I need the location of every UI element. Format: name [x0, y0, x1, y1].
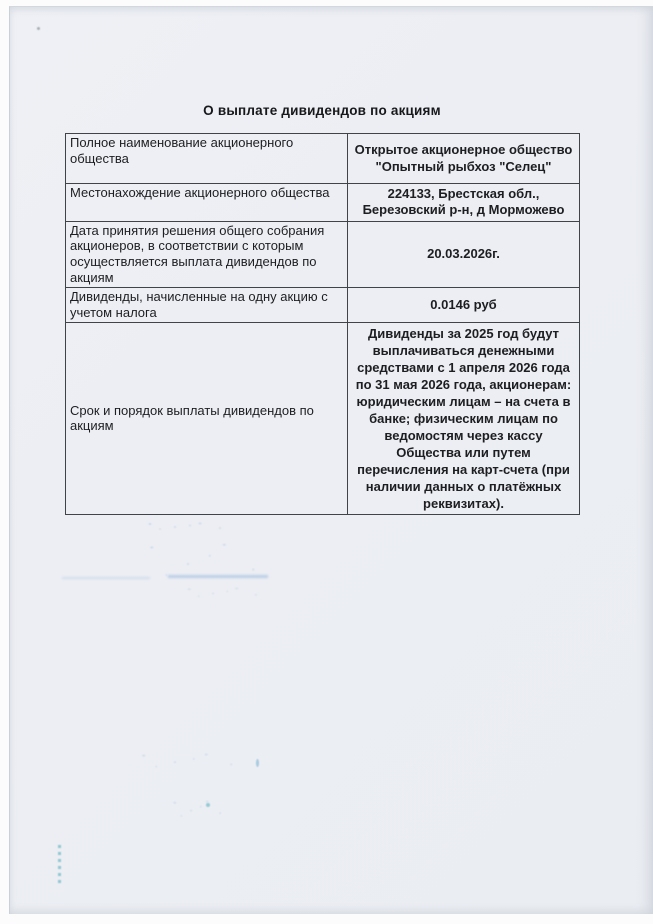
scan-speck	[37, 27, 40, 30]
ink-speck	[206, 803, 210, 807]
row-label: Срок и порядок выплаты дивидендов по акциям	[66, 323, 348, 515]
ink-bleed-line	[62, 577, 150, 579]
ink-bleed-line	[168, 575, 268, 578]
ink-bleed-artifact	[175, 585, 270, 599]
ink-speck	[256, 759, 259, 767]
ink-bleed-artifact	[165, 795, 230, 821]
row-label: Местонахождение акционерного общества	[66, 184, 348, 222]
row-value: Дивиденды за 2025 год будут выплачиваться денежными средствами с 1 апреля 2026 года по 31 мая 2026 года, акционерам: юридическим лицам – на счета в банке; физическим лицам по ведомостям через кассу Общества или путем перечисления на карт-счета (при наличии данных о платёжных реквизитах).	[348, 323, 580, 515]
row-value: Открытое акционерное общество "Опытный рыбхоз "Селец"	[348, 134, 580, 184]
paper-sheet	[9, 6, 653, 914]
table-row-decision-date	[66, 221, 580, 287]
row-label: Дата принятия решения общего собрания акционеров, в соответствии с которым осуществляется выплата дивидендов по акциям	[66, 221, 348, 287]
ink-bleed-artifact	[125, 749, 250, 771]
ink-bleed-artifact	[130, 531, 275, 586]
document-title: О выплате дивидендов по акциям	[203, 103, 441, 118]
ink-bleed-artifact	[135, 521, 235, 531]
table-row-payment-terms	[66, 323, 580, 515]
row-value: 224133, Брестская обл., Березовский р-н, д Морможево	[348, 184, 580, 222]
row-value: 20.03.2026г.	[348, 221, 580, 287]
row-label: Дивиденды, начисленные на одну акцию с учетом налога	[66, 288, 348, 323]
row-value: 0.0146 руб	[348, 288, 580, 323]
table-row-company-name	[66, 134, 580, 184]
dividend-info-table	[65, 133, 580, 515]
table-row-location	[66, 184, 580, 222]
row-label: Полное наименование акционерного общества	[66, 134, 348, 184]
table-row-dividend-per-share	[66, 288, 580, 323]
ink-bleed-dashes	[58, 845, 61, 885]
